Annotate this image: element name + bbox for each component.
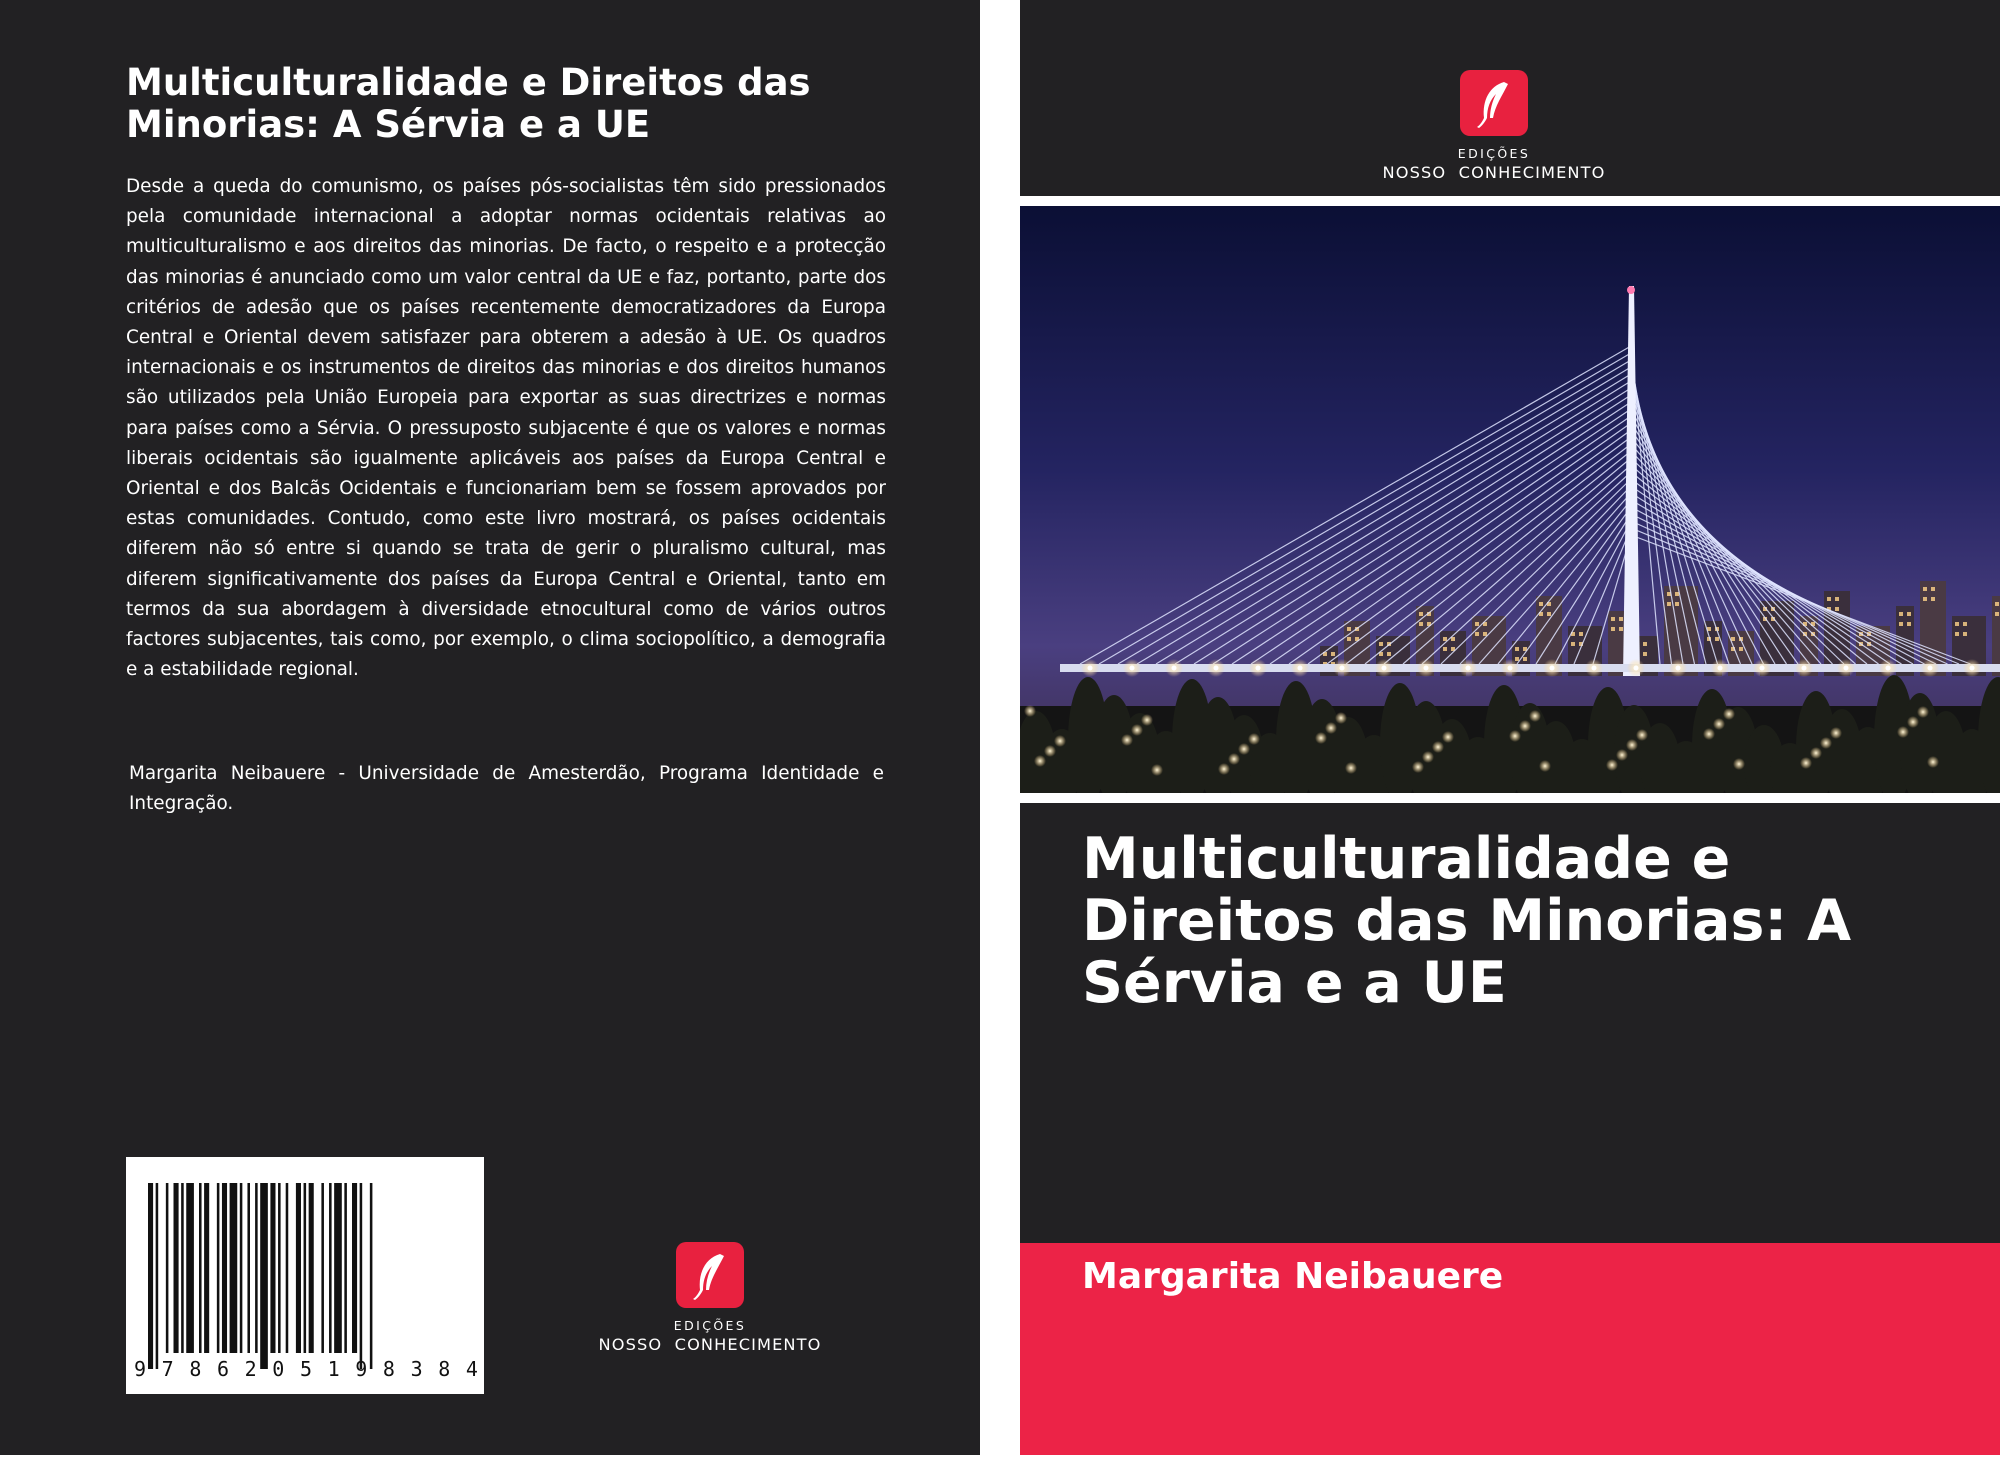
isbn-digit: 3: [410, 1357, 423, 1381]
isbn-digit: 0: [272, 1357, 285, 1381]
isbn-digit: 8: [382, 1357, 395, 1381]
isbn-digit: 7: [161, 1357, 174, 1381]
isbn-digit: 8: [189, 1357, 202, 1381]
isbn-digit: 5: [299, 1357, 312, 1381]
feather-quill-icon: [676, 1242, 744, 1308]
publisher-line1: EDIÇÕES: [1457, 146, 1531, 161]
isbn-digits: [134, 1357, 478, 1381]
publisher-line2: NOSSO CONHECIMENTO: [1382, 163, 1606, 182]
isbn-digit: 6: [216, 1357, 230, 1381]
front-cover-author: Margarita Neibauere: [1082, 1256, 1504, 1297]
publisher-line2: NOSSO CONHECIMENTO: [598, 1335, 822, 1354]
isbn-digit: 9: [134, 1357, 147, 1381]
front-cover-title: Multiculturalidade e Direitos das Minorias: A Sérvia e a UE: [1082, 826, 1852, 1016]
publisher-logo-back: [590, 1242, 830, 1355]
publisher-logo-front: [1374, 70, 1614, 183]
cover-photo-bridge: [1020, 206, 2000, 793]
isbn-digit: 2: [244, 1357, 257, 1381]
feather-quill-icon: [1460, 70, 1528, 136]
back-cover-title: Multiculturalidade e Direitos das Minorias: A Sérvia e a UE: [126, 61, 811, 146]
isbn-barcode: [126, 1157, 484, 1394]
isbn-digit: 8: [438, 1357, 451, 1381]
publisher-line1: EDIÇÕES: [673, 1318, 747, 1333]
isbn-digit: 4: [465, 1357, 478, 1381]
cable-stayed-bridge-night-icon: [1020, 206, 2000, 793]
isbn-digit: 1: [327, 1357, 340, 1381]
back-cover-blurb: Desde a queda do comunismo, os países pós-socialistas têm sido pressionados pela comunidade internacional a adoptar normas ocidentais relativas ao multiculturalismo e aos direitos das minorias. De facto, o respeito e a protecção das minorias é anunciado como um valor central da UE e faz, portanto, parte dos critérios de adesão que os países recentemente democratizadores da Europa Central e Oriental devem satisfazer para obterem a adesão à UE. Os quadros internacionais e os instrumentos de direitos das minorias e dos direitos humanos são utilizados pela União Europeia para exportar as suas directrizes e normas para países como a Sérvia. O pressuposto subjacente é que os valores e normas liberais ocidentais são igualmente aplicáveis aos países da Europa Central e Oriental e dos Balcãs Ocidentais e funcionariam bem se fossem aprovados por estas comunidades. Contudo, como este livro mostrará, os países ocidentais diferem não só entre si quando se trata de gerir o pluralismo cultural, mas diferem significativamente dos países da Europa Central e Oriental, tanto em termos da sua abordagem à diversidade etnocultural como de vários outros factores subjacentes, tais como, por exemplo, o clima sociopolítico, a demografia e a estabilidade regional.: [126, 176, 886, 681]
isbn-digit: 9: [355, 1357, 368, 1381]
author-bio: Margarita Neibauere - Universidade de Amesterdão, Programa Identidade e Integração.: [129, 763, 884, 815]
